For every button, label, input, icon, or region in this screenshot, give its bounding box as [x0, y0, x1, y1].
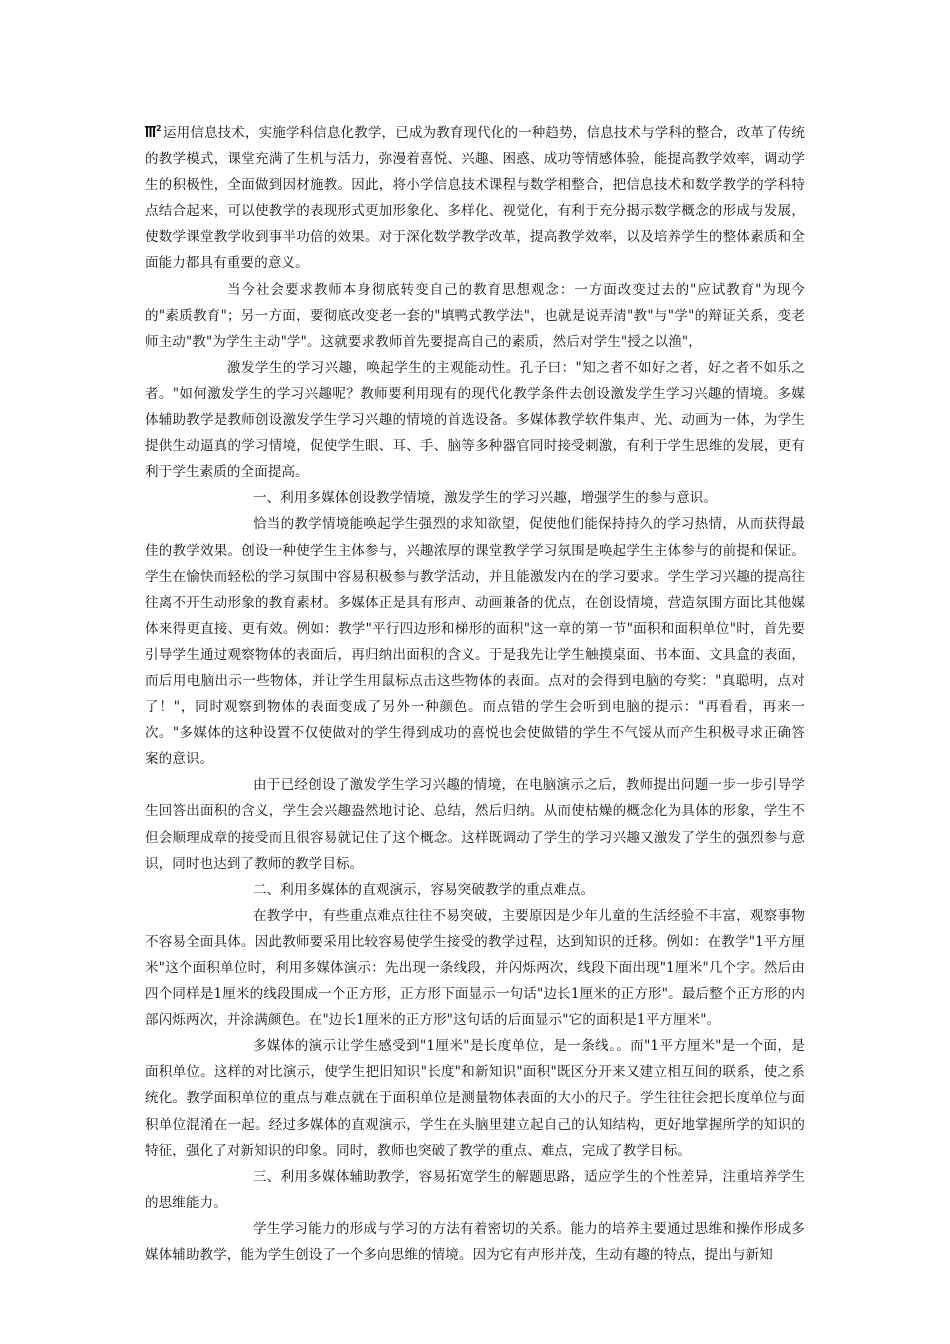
section-heading-two: 二、利用多媒体的直观演示，容易突破教学的重点难点。	[253, 881, 595, 898]
section-heading-one: 一、利用多媒体创设教学情境，激发学生的学习兴趣，增强学生的参与意识。	[253, 490, 718, 507]
paragraph-intro	[145, 120, 805, 277]
document-body	[145, 120, 805, 1268]
paragraph-thinking: 学生学习能力的形成与学习的方法有着密切的关系。能力的培养主要通过思维和操作形成多媒体辅助教学，能为学生创设了一个多向思维的情境。因为它有声形并茂，生动有趣的特点，提出与新知	[145, 1220, 805, 1264]
paragraph-text: 运用信息技术，实施学科信息化教学，已成为教育现代化的一种趋势，信息技术与学科的整合，改革了传统的教学模式，课堂充满了生机与活力，弥漫着喜悦、兴趣、困惑、成功等情感体验，能提高教学效率，调动学生的积极性，全面做到因材施教。因此，将小学信息技术课程与数学相整合，把信息技术和数学教学的学科特点结合起来，可以使教学的表现形式更加形象化、多样化、视觉化，有利于充分揭示数学概念的形成与发展，使数学课堂教学收到事半功倍的效果。对于深化数学教学改革，提高教学效率，以及培养学生的整体素质和全面能力都具有重要的意义。	[145, 125, 805, 272]
svg-text:2: 2	[156, 124, 162, 133]
paragraph-key-points: 在教学中，有些重点难点往往不易突破，主要原因是少年儿童的生活经验不丰富，观察事物不容易全面具体。因此教师要采用比较容易使学生接受的教学过程，达到知识的迁移。例如：在教学"1平方厘米"这个面积单位时，利用多媒体演示：先出现一条线段，并闪烁两次，线段下面出现"1厘米"几个字。然后由四个同样是1厘米的线段围成一个正方形，正方形下面显示一句话"边长1厘米的正方形"。最后整个正方形的内部闪烁两次，并涂满颜色。在"边长1厘米的正方形"这句话的后面显示"它的面积是1平方厘米"。	[145, 907, 805, 1029]
paragraph-demonstration: 由于已经创设了激发学生学习兴趣的情境，在电脑演示之后，教师提出问题一步一步引导学生回答出面积的含义，学生会兴趣盎然地讨论、总结，然后归纳。从而使枯燥的概念化为具体的形象，学生不但会顺理成章的接受而且很容易就记住了这个概念。这样既调动了学生的学习兴趣又激发了学生的强烈参与意识，同时也达到了教师的教学目标。	[145, 777, 805, 872]
logo-icon	[145, 124, 161, 138]
paragraph-interest: 激发学生的学习兴趣，唤起学生的主观能动性。孔子曰："知之者不如好之者，好之者不如乐之者。"如何激发学生的学习兴趣呢？教师要利用现有的现代化教学条件去创设激发学生学习兴趣的情境。多媒体辅助教学是教师创设激发学生学习兴趣的情境的首选设备。多媒体教学软件集声、光、动画为一体，为学生提供生动逼真的学习情境，促使学生眼、耳、手、脑等多种器官同时接受刺激，有利于学生思维的发展，更有利于学生素质的全面提高。	[145, 359, 805, 481]
paragraph-situation: 恰当的教学情境能唤起学生强烈的求知欲望，促使他们能保持持久的学习热情，从而获得最佳的教学效果。创设一种使学生主体参与，兴趣浓厚的课堂教学学习氛围是唤起学生主体参与的前提和保证。学生在愉快而轻松的学习氛围中容易积极参与教学活动，并且能激发内在的学习要求。学生学习兴趣的提高往往离不开生动形象的教育素材。多媒体正是具有形声、动画兼备的优点，在创设情境，营造氛围方面比其他媒体来得更直接、更有效。例如：教学"平行四边形和梯形的面积"这一章的第一节"面积和面积单位"时，首先要引导学生通过观察物体的表面后，再归纳出面积的含义。于是我先让学生触摸桌面、书本面、文具盒的表面，而后用电脑出示一些物体，并让学生用鼠标点击这些物体的表面。点对的会得到电脑的夸奖："真聪明，点对了！"，同时观察到物体的表面变成了另外一种颜色。而点错的学生会听到电脑的提示："再看看，再来一次。"多媒体的这种设置不仅使做对的学生得到成功的喜悦也会使做错的学生不气馁从而产生积极寻求正确答案的意识。	[145, 516, 805, 768]
paragraph-education-concept: 当今社会要求教师本身彻底转变自己的教育思想观念：一方面改变过去的"应试教育"为现今的"素质教育"；另一方面，要彻底改变老一套的"填鸭式教学法"，也就是说弄清"教"与"学"的辩证关系，变老师主动"教"为学生主动"学"。这就要求教师首先要提高自己的素质，然后对学生"授之以渔"，	[145, 281, 805, 350]
paragraph-units: 多媒体的演示让学生感受到"1厘米"是长度单位，是一条线。。而"1平方厘米"是一个面，是面积单位。这样的对比演示，使学生把旧知识"长度"和新知识"面积"既区分开来又建立相互间的联系，使之系统化。教学面积单位的重点与难点就在于面积单位是测量物体表面的大小的尺子。学生往往会把长度单位与面积单位混淆在一起。经过多媒体的直观演示，学生在头脑里建立起自己的认知结构，更好地掌握所学的知识的特征，强化了对新知识的印象。同时，教师也突破了教学的重点、难点，完成了教学目标。	[145, 1038, 805, 1159]
section-heading-three: 三、利用多媒体辅助教学，容易拓宽学生的解题思路，适应学生的个性差异，注重培养学生的思维能力。	[145, 1168, 805, 1211]
